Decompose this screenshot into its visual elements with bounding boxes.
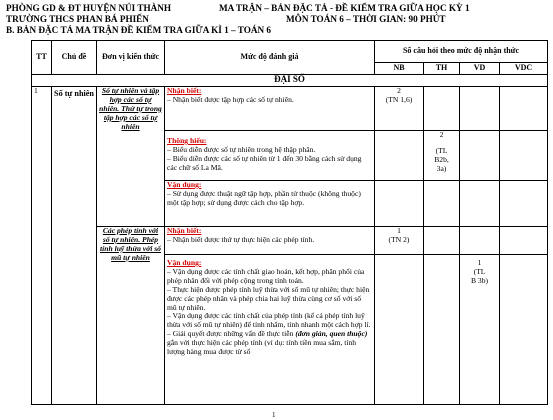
unit2-nb-empty2 [375,255,424,405]
page-number: 1 [272,411,276,419]
col-vdc-header: VDC [500,63,548,75]
unit2-apply-text1: – Vận dụng được các tính chất giao hoán, kết hợp, phân phối của phép nhân đối với phép cộng trong tính toán. [167,266,365,285]
unit1-nb-count: 2 [397,86,401,95]
unit2-apply-text2: – Thực hiện được phép tính luỹ thừa với số mũ tự nhiên; thực hiện được các phép nhân và phép chia hai luỹ thừa cùng cơ số với số mũ tự nhiên. [167,284,370,312]
unit2-apply-text4 [167,330,372,357]
unit2-apply-text4b: (đơn giản, quen thuộc) [295,329,368,339]
unit2-recognize-cell [165,227,375,255]
unit2-nb-ref: (TN 2) [388,234,410,244]
unit2-apply-cell [165,255,375,405]
unit2-vdc-empty2 [500,255,548,405]
unit2-vd-count-cell [460,255,500,405]
unit1-recognize-text: – Nhận biết được tập hợp các số tự nhiên. [167,94,294,104]
unit1-vdc-empty2 [500,131,548,181]
unit2-vd-ref1: (TL [473,266,486,276]
unit2-th-empty2 [424,255,460,405]
unit-natural-number-sets: Số tự nhiên và tập hợp các số tự nhiên. Thứ tự trong tập hợp các số tự nhiên [97,87,165,227]
col-unit-header: Đơn vị kiến thức [97,41,165,75]
unit1-nb-count-cell [375,87,424,131]
unit2-recognize-text: – Nhận biết được thứ tự thực hiện các phép tính. [167,234,315,244]
unit2-recognize-label: Nhận biết: [167,226,202,235]
unit1-th-empty [424,87,460,131]
col-nb-header: NB [375,63,424,75]
unit2-vd-count: 1 [477,258,482,267]
unit-operations: Các phép tính với số tự nhiên. Phép tính luỹ thừa với số mũ tự nhiên [97,227,165,405]
unit2-vd-empty [460,227,500,255]
col-count-header: Số câu hỏi theo mức độ nhận thức [375,41,548,63]
unit1-vdc-empty [500,87,548,131]
unit1-th-ref2: B2b, [434,154,449,164]
unit2-nb-count-cell [375,227,424,255]
unit1-nb-empty3 [375,181,424,227]
col-th-header: TH [424,63,460,75]
unit1-th-ref3: 3a) [436,163,447,173]
unit1-vd-empty3 [460,181,500,227]
unit1-recognize-cell [165,87,375,131]
unit1-vd-empty [460,87,500,131]
unit1-vdc-empty3 [500,181,548,227]
col-tt-header: TT [32,41,52,75]
header-title: MA TRẬN – BẢN ĐẶC TẢ - ĐỀ KIỂM TRA GIỮA HỌC KỲ 1 [219,3,470,13]
unit1-understand-text1: – Biểu diễn được số tự nhiên trong hệ thập phân. [167,144,316,154]
unit1-th-ref1: (TL [435,145,448,155]
unit1-vd-empty2 [460,131,500,181]
unit1-understand-text2: – Biểu diễn được các số tự nhiên từ 1 đến 30 bằng cách sử dụng các chữ số La Mã. [167,153,362,172]
unit1-understand-cell [165,131,375,181]
unit2-apply-text3: – Vận dụng được các tính chất của phép tính (kể cả phép tính luỹ thừa với số mũ tự nhiên) để tính nhẩm, tính nhanh một cách hợp lí. [167,311,371,330]
unit2-vd-ref2: B 3b) [470,275,489,285]
unit2-vdc-empty [500,227,548,255]
unit2-nb-count: 1 [397,226,401,235]
spec-table [31,40,548,405]
header-subject: MÔN TOÁN 6 – THỜI GIAN: 90 PHÚT [286,14,446,24]
unit1-apply-text: – Sử dụng được thuật ngữ tập hợp, phần tử thuộc (không thuộc) một tập hợp; sử dụng được cách cho tập hợp. [167,188,361,207]
unit1-apply-cell [165,181,375,227]
unit1-recognize-label: Nhận biết: [167,86,202,95]
col-level-header: Mức độ đánh giá [165,41,375,75]
unit2-apply-text4a: – Giải quyết được những vấn đề thực tiễn [167,329,296,339]
unit1-th-count-cell [424,131,460,181]
row-number: 1 [32,87,52,405]
col-topic-header: Chủ đề [52,41,97,75]
unit1-th-empty3 [424,181,460,227]
col-vd-header: VD [460,63,500,75]
section-algebra: ĐẠI SỐ [32,75,548,87]
unit1-th-count: 2 [439,130,444,139]
unit1-understand-label: Thông hiểu: [167,136,207,145]
unit1-apply-label: Vận dụng: [167,180,202,189]
section-b-title: B. BẢN ĐẶC TẢ MA TRẬN ĐỀ KIỂM TRA GIỮA KÌ 1 – TOÁN 6 [6,25,272,35]
unit2-apply-label: Vận dụng: [167,258,202,267]
unit1-nb-ref: (TN 1,6) [385,94,413,104]
topic-natural-numbers: Số tự nhiên [52,87,97,405]
unit1-nb-empty2 [375,131,424,181]
unit2-th-empty [424,227,460,255]
unit2-apply-text4c: gắn với thực hiện các phép tính (ví dụ: tính tiền mua sắm, tính lượng hàng mua được từ số [167,338,357,357]
header-department: PHÒNG GD & ĐT HUYỆN NÚI THÀNH [6,3,172,13]
header-school: TRƯỜNG THCS PHAN BÁ PHIẾN [6,14,149,24]
